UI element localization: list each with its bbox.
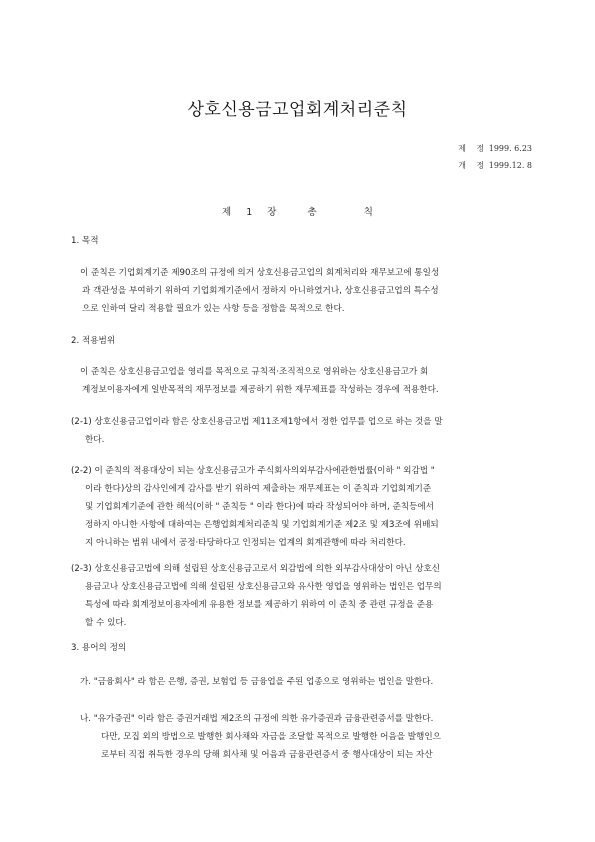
definition-line: 나. "유가증권" 이라 함은 증권거래법 제2조의 규정에 의한 유가증권과 금융관련증서를 말한다. <box>80 714 434 724</box>
enacted-date-row <box>458 140 532 157</box>
section-heading-scope: 2. 적용범위 <box>71 336 116 346</box>
amended-label: 개 정 <box>458 161 489 170</box>
chapter-title-a: 총 <box>307 207 317 218</box>
amended-date-row <box>458 157 532 174</box>
revision-dates <box>458 140 532 174</box>
clause-line: 할 수 있다. <box>85 618 127 628</box>
document-title: 상호신용금고업회계처리준칙 <box>187 100 408 120</box>
definition-line: 가. "금융회사" 라 함은 은행, 증권, 보험업 등 금융업을 주된 업종으로 영위하는 법인을 말한다. <box>80 677 434 687</box>
clause-line: 지 아니하는 범위 내에서 공정·타당하다고 인정되는 업계의 회계관행에 따라 처리한다. <box>85 538 406 548</box>
paragraph-line: 으로 인하여 달리 적용할 필요가 있는 사항 등을 정함을 목적으로 한다. <box>82 304 345 314</box>
definition-line: 로부터 직접 취득한 경우의 당해 회사채 및 어음과 금융관련증서 중 행사대상이 되는 자산 <box>101 750 433 760</box>
clause-line: (2-3) 상호신용금고법에 의해 설립된 상호신용금고로서 외감법에 의한 외부감사대상이 아닌 상호신 <box>71 564 441 574</box>
clause-line: 특성에 따라 회계정보이용자에게 유용한 정보를 제공하기 위하여 이 준칙 중 관련 규정을 준용 <box>85 600 434 610</box>
clause-2-1 <box>71 413 524 449</box>
chapter-number: 제 1 장 <box>222 207 277 218</box>
definition-line: 다만, 모집 외의 방법으로 발행한 회사채와 자금을 조달할 목적으로 발행한 어음을 발행인으 <box>101 732 441 742</box>
paragraph-line: 이 준칙은 상호신용금고업을 영리를 목적으로 규칙적·조직적으로 영위하는 상호신용금고가 회 <box>80 367 429 377</box>
clause-line: 및 기업회계기준에 관한 해석(이하 " 준칙등 " 이라 한다)에 따라 작성되어야 하며, 준칙등에서 <box>85 502 434 512</box>
definition-item-ga <box>80 673 524 691</box>
amended-date: 1999.12. 8 <box>488 161 532 170</box>
enacted-label: 제 정 <box>458 144 489 153</box>
clause-2-3 <box>71 560 524 632</box>
scope-paragraph <box>80 363 524 399</box>
clause-line: 정하지 아니한 사항에 대하여는 은행업회계처리준칙 및 기업회계기준 제2조 및 제3조에 위배되 <box>85 520 439 530</box>
paragraph-line: 과 객관성을 부여하기 위하여 기업회계기준에서 정하지 아니하였거나, 상호신용금고업의 특수성 <box>82 286 439 296</box>
clause-line: (2-1) 상호신용금고업이라 함은 상호신용금고법 제11조제1항에서 정한 업무를 업으로 하는 것을 말 <box>71 417 443 427</box>
enacted-date: 1999. 6.23 <box>488 144 532 153</box>
clause-line: (2-2) 이 준칙의 적용대상이 되는 상호신용금고가 주식회사의외부감사에관한법률(이하 " 외감법 " <box>71 466 435 476</box>
purpose-paragraph <box>80 264 524 318</box>
chapter-heading <box>0 204 595 218</box>
clause-line: 용금고나 상호신용금고법에 의해 설립된 상호신용금고와 유사한 영업을 영위하는 법인은 업무의 <box>85 582 442 592</box>
clause-line: 이라 한다)상의 감사인에게 감사를 받기 위하여 제출하는 재무제표는 이 준칙과 기업회계기준 <box>85 484 432 494</box>
chapter-title-b: 칙 <box>363 207 373 218</box>
paragraph-line: 계정보이용자에게 일반목적의 재무정보를 제공하기 위한 재무제표를 작성하는 경우에 적용한다. <box>82 385 439 395</box>
clause-2-2 <box>71 462 524 552</box>
section-heading-definitions: 3. 용어의 정의 <box>71 643 127 653</box>
clause-line: 한다. <box>85 435 105 445</box>
paragraph-line: 이 준칙은 기업회계기준 제90조의 규정에 의거 상호신용금고업의 회계처리와 재무보고에 통일성 <box>80 268 440 278</box>
definition-item-na <box>80 710 524 764</box>
section-heading-purpose: 1. 목적 <box>71 236 99 246</box>
